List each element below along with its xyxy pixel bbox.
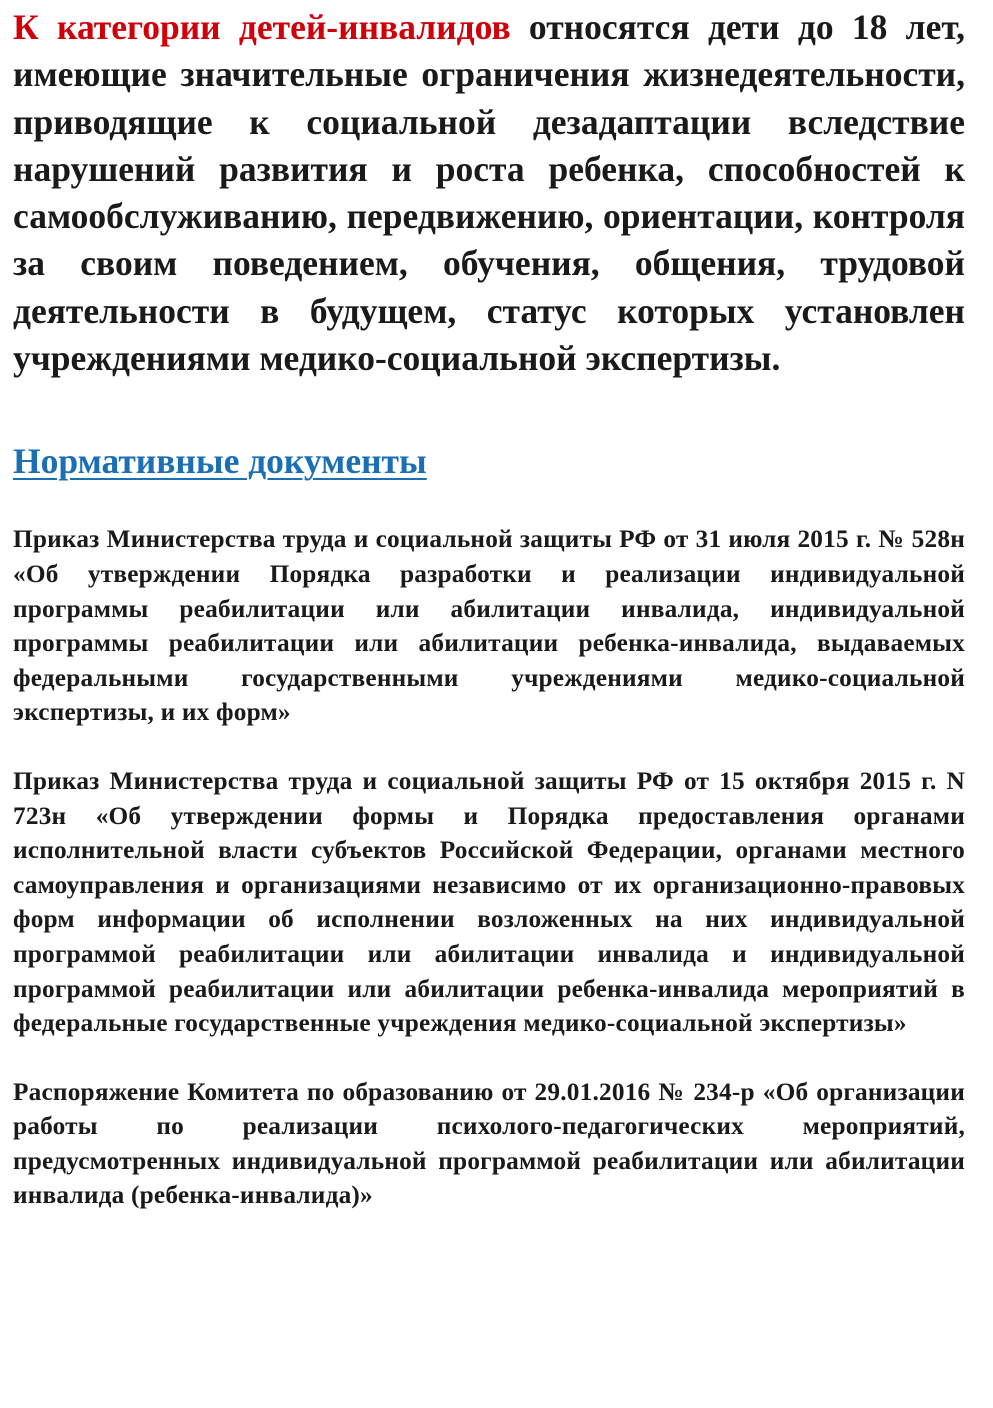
intro-paragraph bbox=[13, 4, 965, 382]
document-item-2: Приказ Министерства труда и социальной защиты РФ от 15 октября 2015 г. N 723н «Об утверждении формы и Порядка предоставления органами исполнительной власти субъектов Российской Федерации, органами местного самоуправления и организациями независимо от их организационно-правовых форм информации об исполнении возложенных на них индивидуальной программой реабилитации или абилитации инвалида и индивидуальной программой реабилитации или абилитации ребенка-инвалида мероприятий в федеральные государственные учреждения медико-социальной экспертизы» bbox=[13, 766, 965, 1038]
intro-text: относятся дети до 18 лет, имеющие значительные ограничения жизнедеятельности, приводящие к социальной дезадаптации вследствие нарушений развития и роста ребенка, способностей к самообслуживанию, передвижению, ориентации, контроля за своим поведением, обучения, общения, трудовой деятельности в будущем, статус которых установлен учреждениями медико-социальной экспертизы. bbox=[13, 7, 965, 379]
document-item-1: Приказ Министерства труда и социальной защиты РФ от 31 июля 2015 г. № 528н «Об утверждении Порядка разработки и реализации индивидуальной программы реабилитации или абилитации инвалида, индивидуальной программы реабилитации или абилитации ребенка-инвалида, выдаваемых федеральными государственными учреждениями медико-социальной экспертизы, и их форм» bbox=[13, 525, 965, 727]
documents-list bbox=[13, 522, 965, 1213]
intro-lead: К категории детей-инвалидов bbox=[13, 7, 511, 47]
section-title-normative-documents[interactable]: Нормативные документы bbox=[13, 441, 427, 482]
document-page bbox=[13, 4, 965, 1213]
document-item-3: Распоряжение Комитета по образованию от 29.01.2016 № 234-р «Об организации работы по реализации психолого-педагогических мероприятий, предусмотренных индивидуальной программой реабилитации или абилитации инвалида (ребенка-инвалида)» bbox=[13, 1077, 965, 1210]
